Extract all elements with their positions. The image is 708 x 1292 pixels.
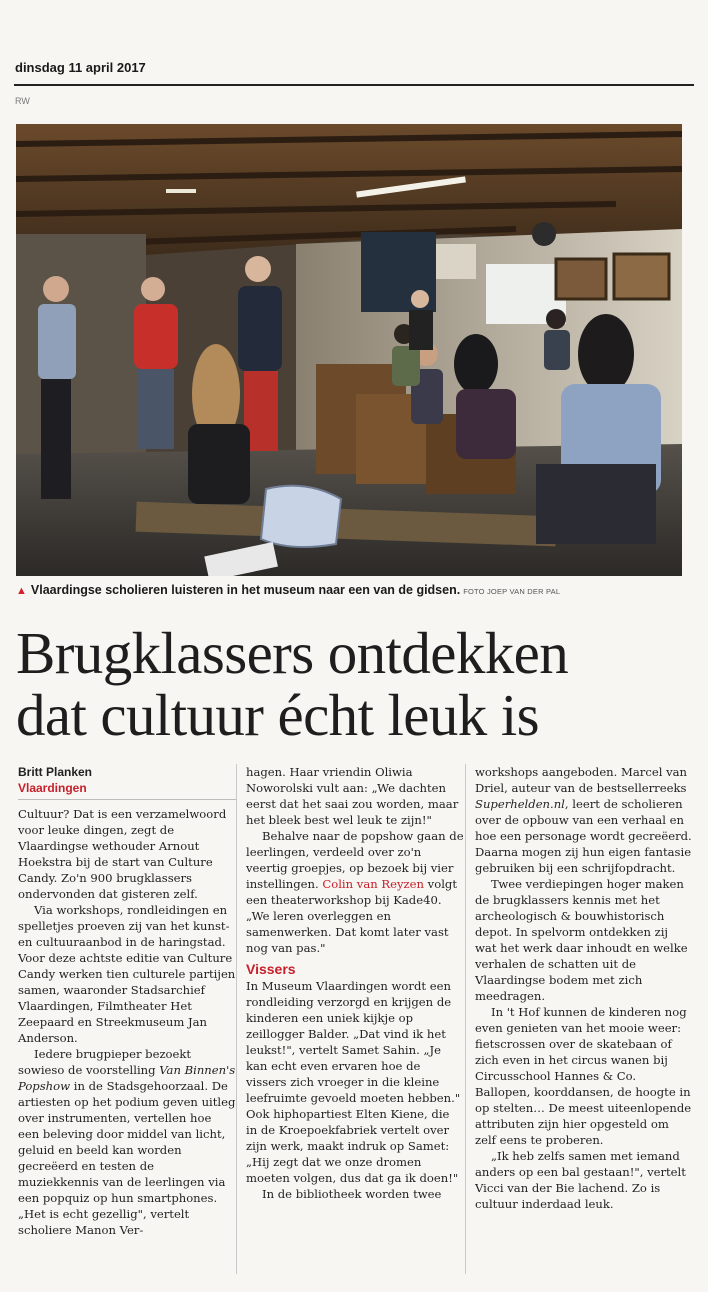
column-divider bbox=[465, 764, 466, 1274]
paragraph: Cultuur? Dat is een verzamelwoord voor leuke dingen, zegt de Vlaardingse wethouder Arnout Hoekstra bij de start van Culture Candy. Zo'n 900 brugklassers ondervonden dat gisteren zelf. bbox=[18, 807, 227, 901]
paragraph-text: in de Stadsgehoorzaal. De artiesten op het podium geven uitleg over instrumenten, vertellen hoe een beleving door middel van licht, geluid en beeld kan worden gecreëerd en testen de muziekkennis van de leerlingen via een popquiz op hun smartphones. „Het is echt gezellig", vertelt scholiere Manon Ver- bbox=[18, 1079, 236, 1237]
paragraph: hagen. Haar vriendin Oliwia Noworolski vult aan: „We dachten eerst dat het saai zou worden, maar het bleek best wel leuk te zijn!" bbox=[246, 765, 459, 827]
paragraph bbox=[475, 764, 693, 876]
section-code: RW bbox=[15, 96, 30, 106]
caption-text: Vlaardingse scholieren luisteren in het museum naar een van de gidsen. bbox=[30, 583, 461, 597]
author-name: Britt Planken bbox=[18, 765, 93, 779]
dateline-place: Vlaardingen bbox=[18, 781, 87, 795]
article-photo bbox=[16, 124, 682, 576]
headline-line-1: Brugklassers ontdekken bbox=[16, 620, 569, 686]
headline-line-2: dat cultuur écht leuk is bbox=[16, 682, 539, 748]
book-title: Superhelden.nl bbox=[475, 797, 565, 811]
paragraph: In Museum Vlaardingen wordt een rondleiding verzorgd en krijgen de kinderen een uniek kijkje op zeillogger Balder. „Dat vind ik het leukst!", vertelt Samet Sahin. „Je kan echt even ervaren hoe de vissers zich vroeger in die kleine leefruimte gevoeld moeten hebben." Ook hiphopartiest Elten Kiene, die in de Kroepoekfabriek vertelt over zijn werk, maakt indruk op Samet: „Hij zegt dat we onze dromen moeten volgen, dus dat ga ik doen!" bbox=[246, 979, 461, 1185]
issue-date: dinsdag 11 april 2017 bbox=[15, 60, 146, 75]
photo-caption bbox=[16, 583, 696, 597]
museum-classroom-photo bbox=[16, 124, 682, 576]
student-name: Colin van Reyzen bbox=[322, 877, 424, 891]
show-title: Van Binnen's Popshow bbox=[18, 1063, 236, 1093]
paragraph: Twee verdiepingen hoger maken de brugklassers kennis met het archeologisch & bouwhistorisch depot. In spelvorm ontdekken zij wat het werk daar inhoudt en welke verhalen de schatten uit de Vlaardingse bodem met zich meedragen. bbox=[475, 877, 688, 1003]
paragraph: Via workshops, rondleidingen en spelletjes proeven zij van het kunst- en cultuuraanbod in de haringstad. Voor deze achtste editie van Culture Candy werken tien culturele partijen samen, waaronder Stadsarchief Vlaardingen, Filmtheater Het Zeepaard en Streekmuseum Jan Anderson. bbox=[18, 903, 236, 1045]
paragraph: „Ik heb zelfs samen met iemand anders op een bal gestaan!", vertelt Vicci van der Bie lachend. Zo is cultuur inderdaad leuk. bbox=[475, 1149, 686, 1211]
byline-rule bbox=[18, 799, 236, 800]
article-column-2 bbox=[246, 764, 464, 1202]
paragraph bbox=[18, 1046, 236, 1238]
caption-triangle-icon: ▲ bbox=[16, 585, 27, 597]
paragraph bbox=[246, 828, 464, 956]
photo-credit: FOTO JOEP VAN DER PAL bbox=[463, 587, 561, 596]
paragraph-text: , leert de scholieren over de opbouw van een verhaal en hoe een personage wordt gecreëerd. Daarna mogen zij hun eigen fantasie gebruiken bij een schrijfopdracht. bbox=[475, 797, 692, 875]
paragraph: In de bibliotheek worden twee bbox=[262, 1187, 442, 1201]
subheading: Vissers bbox=[246, 961, 296, 977]
paragraph-text: volgt een theaterworkshop bij Kade40. „We leren overleggen en samenwerken. Dat komt later vast nog van pas." bbox=[246, 877, 457, 955]
paragraph-text: Iedere brugpieper bezoekt sowieso de voorstelling bbox=[18, 1047, 192, 1077]
header-rule bbox=[14, 84, 694, 86]
column-divider bbox=[236, 764, 237, 1274]
article-headline bbox=[16, 622, 696, 746]
paragraph-text: workshops aangeboden. Marcel van Driel, auteur van de bestsellerreeks bbox=[475, 765, 688, 795]
paragraph-text: Behalve naar de popshow gaan de leerlingen, verdeeld over zo'n veertig groepjes, op bezoek bij vier instellingen. bbox=[246, 829, 464, 891]
article-column-3 bbox=[475, 764, 693, 1212]
article-column-1 bbox=[18, 764, 236, 1238]
paragraph: In 't Hof kunnen de kinderen nog even genieten van het mooie weer: fietscrossen over de skatebaan of zich even in het circus wanen bij Circusschool Hannes & Co. Ballopen, koorddansen, de hoogte in op stelten… De meest uiteenlopende attributen zijn hier opgesteld om zelf eens te proberen. bbox=[475, 1005, 692, 1147]
